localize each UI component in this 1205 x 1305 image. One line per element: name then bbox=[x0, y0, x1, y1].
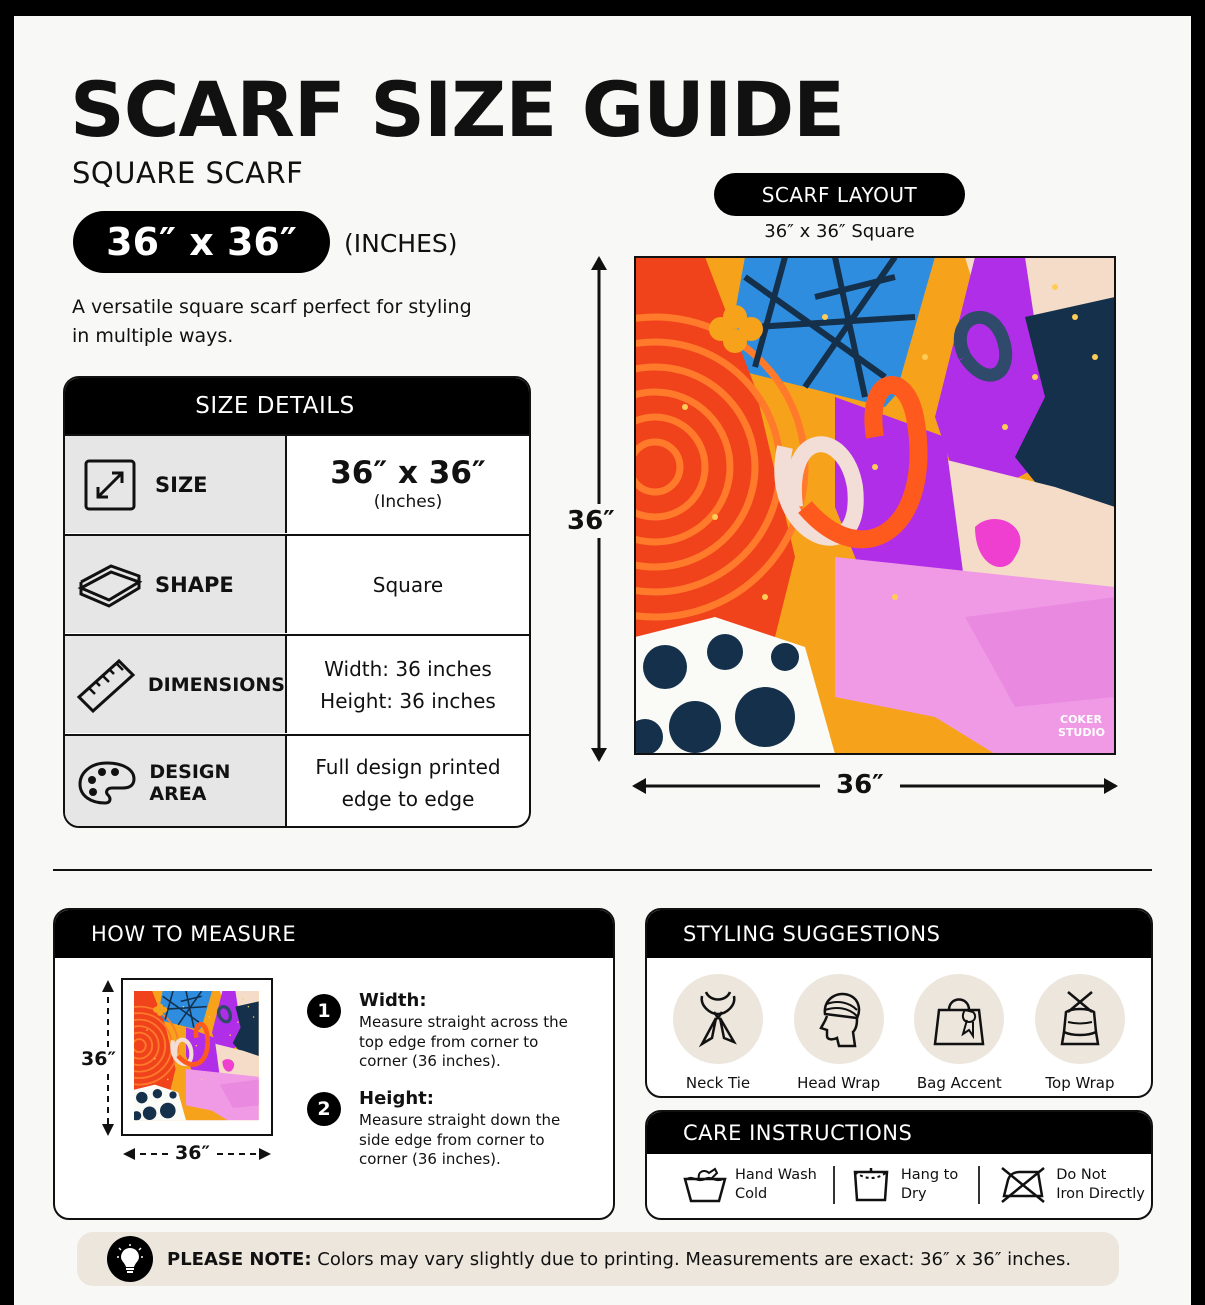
step-1-text: Measure straight across the top edge from corner to corner (36 inches). bbox=[359, 1013, 568, 1070]
top-wrap-icon bbox=[1052, 988, 1108, 1050]
care-title: CARE INSTRUCTIONS bbox=[683, 1121, 913, 1145]
styling-title: STYLING SUGGESTIONS bbox=[683, 922, 941, 946]
how-to-measure-title: HOW TO MEASURE bbox=[91, 922, 297, 946]
dimensions-height: Height: 36 inches bbox=[320, 688, 496, 713]
measure-height-label: 36″ bbox=[81, 1048, 116, 1070]
hand-wash-line2: Cold bbox=[735, 1186, 768, 1202]
resize-arrows-icon bbox=[65, 457, 155, 513]
dimensions-width: Width: 36 inches bbox=[324, 656, 492, 681]
please-note-banner bbox=[77, 1232, 1119, 1286]
care-separator bbox=[833, 1166, 835, 1204]
style-head-wrap bbox=[784, 974, 894, 1092]
hang-dry-icon bbox=[851, 1166, 891, 1204]
scarf-artwork bbox=[634, 256, 1116, 755]
style-top-wrap bbox=[1025, 974, 1135, 1092]
size-guide-sheet bbox=[14, 16, 1191, 1305]
brand-line2: STUDIO bbox=[1058, 726, 1105, 739]
units-label: (INCHES) bbox=[344, 229, 458, 258]
style-bag-accent bbox=[904, 974, 1014, 1092]
styling-suggestions-panel bbox=[645, 908, 1153, 1098]
measure-scarf-thumbnail bbox=[121, 978, 273, 1136]
design-area-line1: Full design printed bbox=[315, 755, 501, 779]
care-header bbox=[647, 1112, 1151, 1154]
dimensions-row bbox=[65, 634, 529, 733]
do-not-iron-line2: Iron Directly bbox=[1056, 1186, 1145, 1202]
size-details-header bbox=[65, 378, 529, 434]
care-instructions-panel bbox=[645, 1110, 1153, 1220]
hand-wash-line1: Hand Wash bbox=[735, 1167, 817, 1183]
size-label: SIZE bbox=[155, 472, 208, 497]
layout-subtitle: 36″ x 36″ Square bbox=[764, 221, 915, 242]
dimensions-label: DIMENSIONS bbox=[147, 673, 285, 696]
design-area-label: DESIGN AREA bbox=[149, 761, 231, 805]
shape-row bbox=[65, 534, 529, 633]
product-description: A versatile square scarf perfect for styling in multiple ways. bbox=[72, 296, 472, 347]
step-2-title: Height: bbox=[359, 1088, 434, 1109]
note-text: Colors may vary slightly due to printing. Measurements are exact: 36″ x 36″ inches. bbox=[311, 1248, 1072, 1270]
size-row bbox=[65, 434, 529, 533]
page-subtitle: SQUARE SCARF bbox=[72, 156, 304, 190]
design-area-line2: edge to edge bbox=[341, 787, 475, 811]
step-1-title: Width: bbox=[359, 990, 427, 1011]
head-wrap-icon bbox=[811, 988, 867, 1050]
shape-value: Square bbox=[372, 572, 444, 597]
height-label: 36″ bbox=[559, 504, 623, 538]
hang-dry-line2: Dry bbox=[900, 1186, 927, 1202]
do-not-iron-icon bbox=[1000, 1166, 1046, 1204]
lightbulb-icon bbox=[107, 1236, 153, 1282]
step-2-text: Measure straight down the side edge from corner to corner (36 inches). bbox=[359, 1111, 561, 1168]
size-value-unit: (Inches) bbox=[373, 491, 443, 512]
care-separator bbox=[978, 1166, 980, 1204]
style-neck-tie bbox=[663, 974, 773, 1092]
styling-header bbox=[647, 910, 1151, 958]
page-title: SCARF SIZE GUIDE bbox=[70, 65, 845, 154]
do-not-iron-line1: Do Not bbox=[1056, 1167, 1107, 1183]
shape-label: SHAPE bbox=[155, 572, 234, 597]
hand-wash-icon bbox=[683, 1167, 727, 1203]
bag-accent-icon bbox=[931, 988, 987, 1050]
step-2-number: 2 bbox=[307, 1092, 341, 1126]
note-label: PLEASE NOTE: bbox=[167, 1248, 312, 1270]
palette-icon bbox=[65, 760, 149, 806]
neck-tie-icon bbox=[690, 988, 746, 1050]
bag-accent-label: Bag Accent bbox=[916, 1074, 1002, 1092]
size-details-table bbox=[63, 376, 531, 828]
size-pill: 36″ x 36″ bbox=[73, 211, 330, 273]
how-to-measure-panel bbox=[53, 908, 615, 1220]
brand-line1: COKER bbox=[1060, 713, 1102, 726]
size-value: 36″ x 36″ bbox=[330, 454, 486, 491]
ruler-icon bbox=[65, 657, 148, 713]
head-wrap-label: Head Wrap bbox=[797, 1074, 881, 1092]
size-details-title: SIZE DETAILS bbox=[195, 393, 355, 419]
width-label: 36″ bbox=[820, 770, 900, 800]
section-divider bbox=[53, 869, 1152, 871]
layout-title: SCARF LAYOUT bbox=[714, 173, 965, 216]
how-to-measure-header bbox=[55, 910, 613, 958]
folded-fabric-icon bbox=[65, 562, 155, 608]
hang-dry-line1: Hang to bbox=[900, 1167, 959, 1183]
neck-tie-label: Neck Tie bbox=[685, 1074, 751, 1092]
step-1-number: 1 bbox=[307, 994, 341, 1028]
design-area-row bbox=[65, 734, 529, 828]
measure-width-label: 36″ bbox=[171, 1142, 214, 1164]
top-wrap-label: Top Wrap bbox=[1045, 1074, 1115, 1092]
